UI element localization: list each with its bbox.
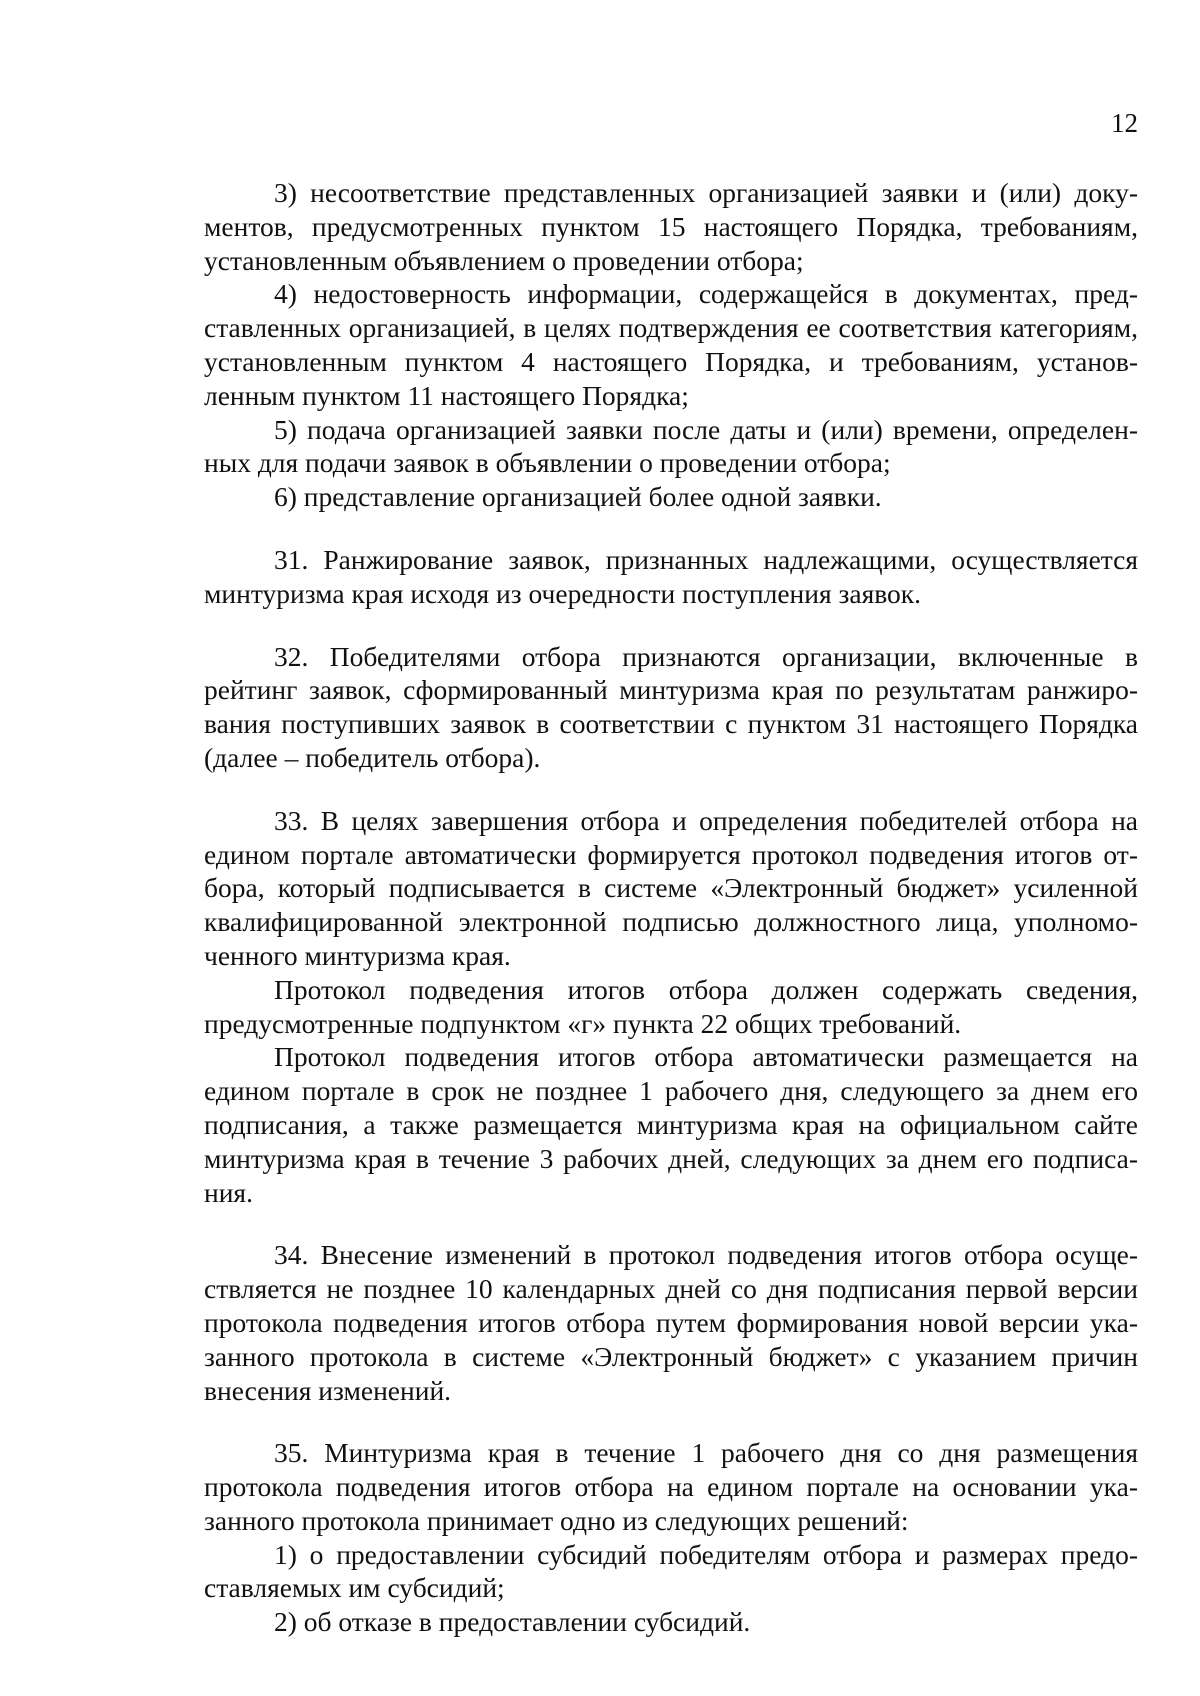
paragraph-item-4: 4) недостоверность информации, содержащейся в документах, представленных организацией, в целях подтверждения ее соответствия категориям, установленным пунктом 4 настоящего Порядка, и требованиям, установленным пунктом 11 настоящего Порядка; — [204, 278, 1138, 411]
paragraph-33-protocol-content: Протокол подведения итогов отбора должен содержать сведения, предусмотренные подпунктом «г» пункта 22 общих требований. — [204, 973, 1138, 1039]
paragraph-31: 31. Ранжирование заявок, признанных надлежащими, осуществляется минтуризма края исходя из очередности поступления заявок. — [204, 543, 1138, 609]
paragraph-32: 32. Победителями отбора признаются организации, включенные в рейтинг заявок, сформированный минтуризма края по результатам ранжирования поступивших заявок в соответствии с пунктом 31 настоящего Порядка (далее – победитель отбора). — [204, 640, 1138, 773]
paragraph-34: 34. Внесение изменений в протокол подведения итогов отбора осуществляется не позднее 10 календарных дней со дня подписания первой версии протокола подведения итогов отбора путем формирования новой версии указанного протокола в системе «Электронный бюджет» с указанием причин внесения изменений. — [204, 1239, 1138, 1406]
paragraph-33: 33. В целях завершения отбора и определения победителей отбора на едином портале автоматически формируется протокол подведения итогов отбора, который подписывается в системе «Электронный бюджет» усиленной квалифицированной электронной подписью должностного лица, уполномоченного минтуризма края. — [204, 804, 1138, 971]
paragraph-item-6: 6) представление организацией более одной заявки. — [274, 481, 882, 513]
paragraph-35-decision-2: 2) об отказе в предоставлении субсидий. — [274, 1606, 751, 1638]
paragraph-35-decision-1: 1) о предоставлении субсидий победителям отбора и размерах предоставляемых им субсидий; — [204, 1538, 1138, 1604]
paragraph-35: 35. Минтуризма края в течение 1 рабочего дня со дня размещения протокола подведения итогов отбора на едином портале на основании указанного протокола принимает одно из следующих решений: — [204, 1437, 1138, 1536]
document-body — [204, 176, 1138, 1639]
page-number: 12 — [1111, 108, 1138, 138]
paragraph-33-protocol-publication: Протокол подведения итогов отбора автоматически размещается на едином портале в срок не позднее 1 рабочего дня, следующего за днем его подписания, а также размещается минтуризма края на официальном сайте минтуризма края в течение 3 рабочих дней, следующих за днем его подписания. — [204, 1041, 1138, 1208]
paragraph-item-3: 3) несоответствие представленных организацией заявки и (или) документов, предусмотренных пунктом 15 настоящего Порядка, требованиям, установленным объявлением о проведении отбора; — [204, 177, 1138, 276]
paragraph-item-5: 5) подача организацией заявки после даты и (или) времени, определенных для подачи заявок в объявлении о проведении отбора; — [204, 413, 1138, 479]
